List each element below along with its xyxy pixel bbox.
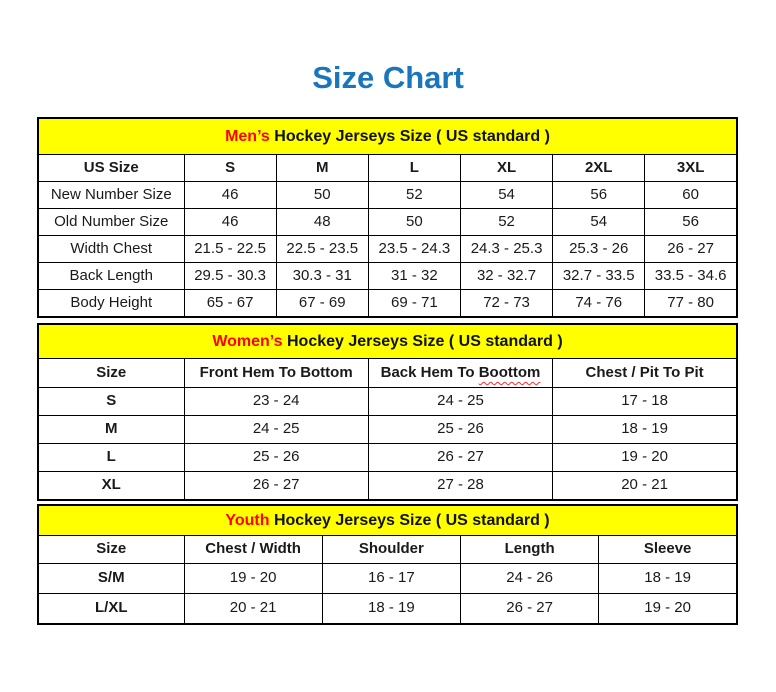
womens-size-table xyxy=(37,323,738,501)
value-cell: 72 - 73 xyxy=(460,290,552,317)
row-label: XL xyxy=(38,472,184,500)
value-cell: 46 xyxy=(184,209,276,236)
band-highlight-word: Women’s xyxy=(212,332,283,350)
band-highlight-word: Men’s xyxy=(225,127,270,145)
value-cell: 23.5 - 24.3 xyxy=(368,236,460,263)
value-cell: 29.5 - 30.3 xyxy=(184,263,276,290)
value-cell: 25 - 26 xyxy=(184,444,368,472)
value-cell: 60 xyxy=(645,182,737,209)
value-cell: 54 xyxy=(553,209,645,236)
value-cell: 20 - 21 xyxy=(184,594,322,624)
table-row xyxy=(38,182,737,209)
mens-size-table xyxy=(37,117,738,318)
value-cell: 25 - 26 xyxy=(368,416,552,444)
value-cell: 24 - 25 xyxy=(368,388,552,416)
value-cell: 56 xyxy=(645,209,737,236)
misspelled-word-wavy-underline: Boottom xyxy=(478,363,541,381)
column-header: Length xyxy=(461,536,599,564)
table-row xyxy=(38,388,737,416)
column-header: Sleeve xyxy=(599,536,737,564)
value-cell: 17 - 18 xyxy=(553,388,737,416)
value-cell: 22.5 - 23.5 xyxy=(276,236,368,263)
value-cell: 16 - 17 xyxy=(322,564,460,594)
table-row xyxy=(38,416,737,444)
value-cell: 32 - 32.7 xyxy=(460,263,552,290)
row-label: New Number Size xyxy=(38,182,184,209)
column-header: Chest / Pit To Pit xyxy=(553,359,737,388)
table-row xyxy=(38,236,737,263)
band-rest-text: Hockey Jerseys Size ( US standard ) xyxy=(269,511,550,529)
row-label: M xyxy=(38,416,184,444)
value-cell: 33.5 - 34.6 xyxy=(645,263,737,290)
value-cell: 26 - 27 xyxy=(645,236,737,263)
row-label: S xyxy=(38,388,184,416)
column-header: Size xyxy=(38,536,184,564)
value-cell: 52 xyxy=(460,209,552,236)
band-rest-text: Hockey Jerseys Size ( US standard ) xyxy=(282,332,563,350)
page-title: Size Chart xyxy=(312,60,464,95)
value-cell: 50 xyxy=(368,209,460,236)
table-row xyxy=(38,290,737,317)
youth-size-table xyxy=(37,504,738,625)
column-header: XL xyxy=(460,155,552,182)
value-cell: 24 - 26 xyxy=(461,564,599,594)
value-cell: 30.3 - 31 xyxy=(276,263,368,290)
column-header: L xyxy=(368,155,460,182)
value-cell: 56 xyxy=(553,182,645,209)
value-cell: 26 - 27 xyxy=(461,594,599,624)
table-row xyxy=(38,564,737,594)
value-cell: 26 - 27 xyxy=(368,444,552,472)
value-cell: 26 - 27 xyxy=(184,472,368,500)
column-header: Shoulder xyxy=(322,536,460,564)
value-cell: 65 - 67 xyxy=(184,290,276,317)
value-cell: 18 - 19 xyxy=(599,564,737,594)
value-cell: 48 xyxy=(276,209,368,236)
row-label: Back Length xyxy=(38,263,184,290)
mens-size-table-section xyxy=(37,117,739,318)
value-cell: 27 - 28 xyxy=(368,472,552,500)
value-cell: 24 - 25 xyxy=(184,416,368,444)
value-cell: 19 - 20 xyxy=(184,564,322,594)
column-header xyxy=(368,359,552,388)
row-label: Old Number Size xyxy=(38,209,184,236)
value-cell: 31 - 32 xyxy=(368,263,460,290)
column-header: 3XL xyxy=(645,155,737,182)
column-header-text: Back Hem To xyxy=(380,363,479,381)
band-highlight-word: Youth xyxy=(225,511,270,529)
table-row xyxy=(38,209,737,236)
youth-band-title xyxy=(38,505,737,536)
value-cell: 50 xyxy=(276,182,368,209)
row-label: L/XL xyxy=(38,594,184,624)
mens-band-title xyxy=(38,118,737,155)
value-cell: 19 - 20 xyxy=(599,594,737,624)
value-cell: 69 - 71 xyxy=(368,290,460,317)
column-header: 2XL xyxy=(553,155,645,182)
value-cell: 32.7 - 33.5 xyxy=(553,263,645,290)
row-label: Width Chest xyxy=(38,236,184,263)
value-cell: 20 - 21 xyxy=(553,472,737,500)
table-row xyxy=(38,472,737,500)
value-cell: 52 xyxy=(368,182,460,209)
column-header: Chest / Width xyxy=(184,536,322,564)
column-header: US Size xyxy=(38,155,184,182)
value-cell: 24.3 - 25.3 xyxy=(460,236,552,263)
value-cell: 74 - 76 xyxy=(553,290,645,317)
value-cell: 19 - 20 xyxy=(553,444,737,472)
value-cell: 67 - 69 xyxy=(276,290,368,317)
column-header: Front Hem To Bottom xyxy=(184,359,368,388)
value-cell: 46 xyxy=(184,182,276,209)
band-rest-text: Hockey Jerseys Size ( US standard ) xyxy=(269,127,550,145)
womens-band-title xyxy=(38,324,737,359)
value-cell: 54 xyxy=(460,182,552,209)
value-cell: 25.3 - 26 xyxy=(553,236,645,263)
womens-size-table-section xyxy=(37,323,739,501)
table-row xyxy=(38,263,737,290)
youth-size-table-section xyxy=(37,504,739,625)
value-cell: 18 - 19 xyxy=(553,416,737,444)
row-label: L xyxy=(38,444,184,472)
column-header: S xyxy=(184,155,276,182)
value-cell: 21.5 - 22.5 xyxy=(184,236,276,263)
column-header: M xyxy=(276,155,368,182)
table-row xyxy=(38,594,737,624)
column-header: Size xyxy=(38,359,184,388)
table-row xyxy=(38,444,737,472)
row-label: S/M xyxy=(38,564,184,594)
value-cell: 18 - 19 xyxy=(322,594,460,624)
value-cell: 23 - 24 xyxy=(184,388,368,416)
value-cell: 77 - 80 xyxy=(645,290,737,317)
row-label: Body Height xyxy=(38,290,184,317)
